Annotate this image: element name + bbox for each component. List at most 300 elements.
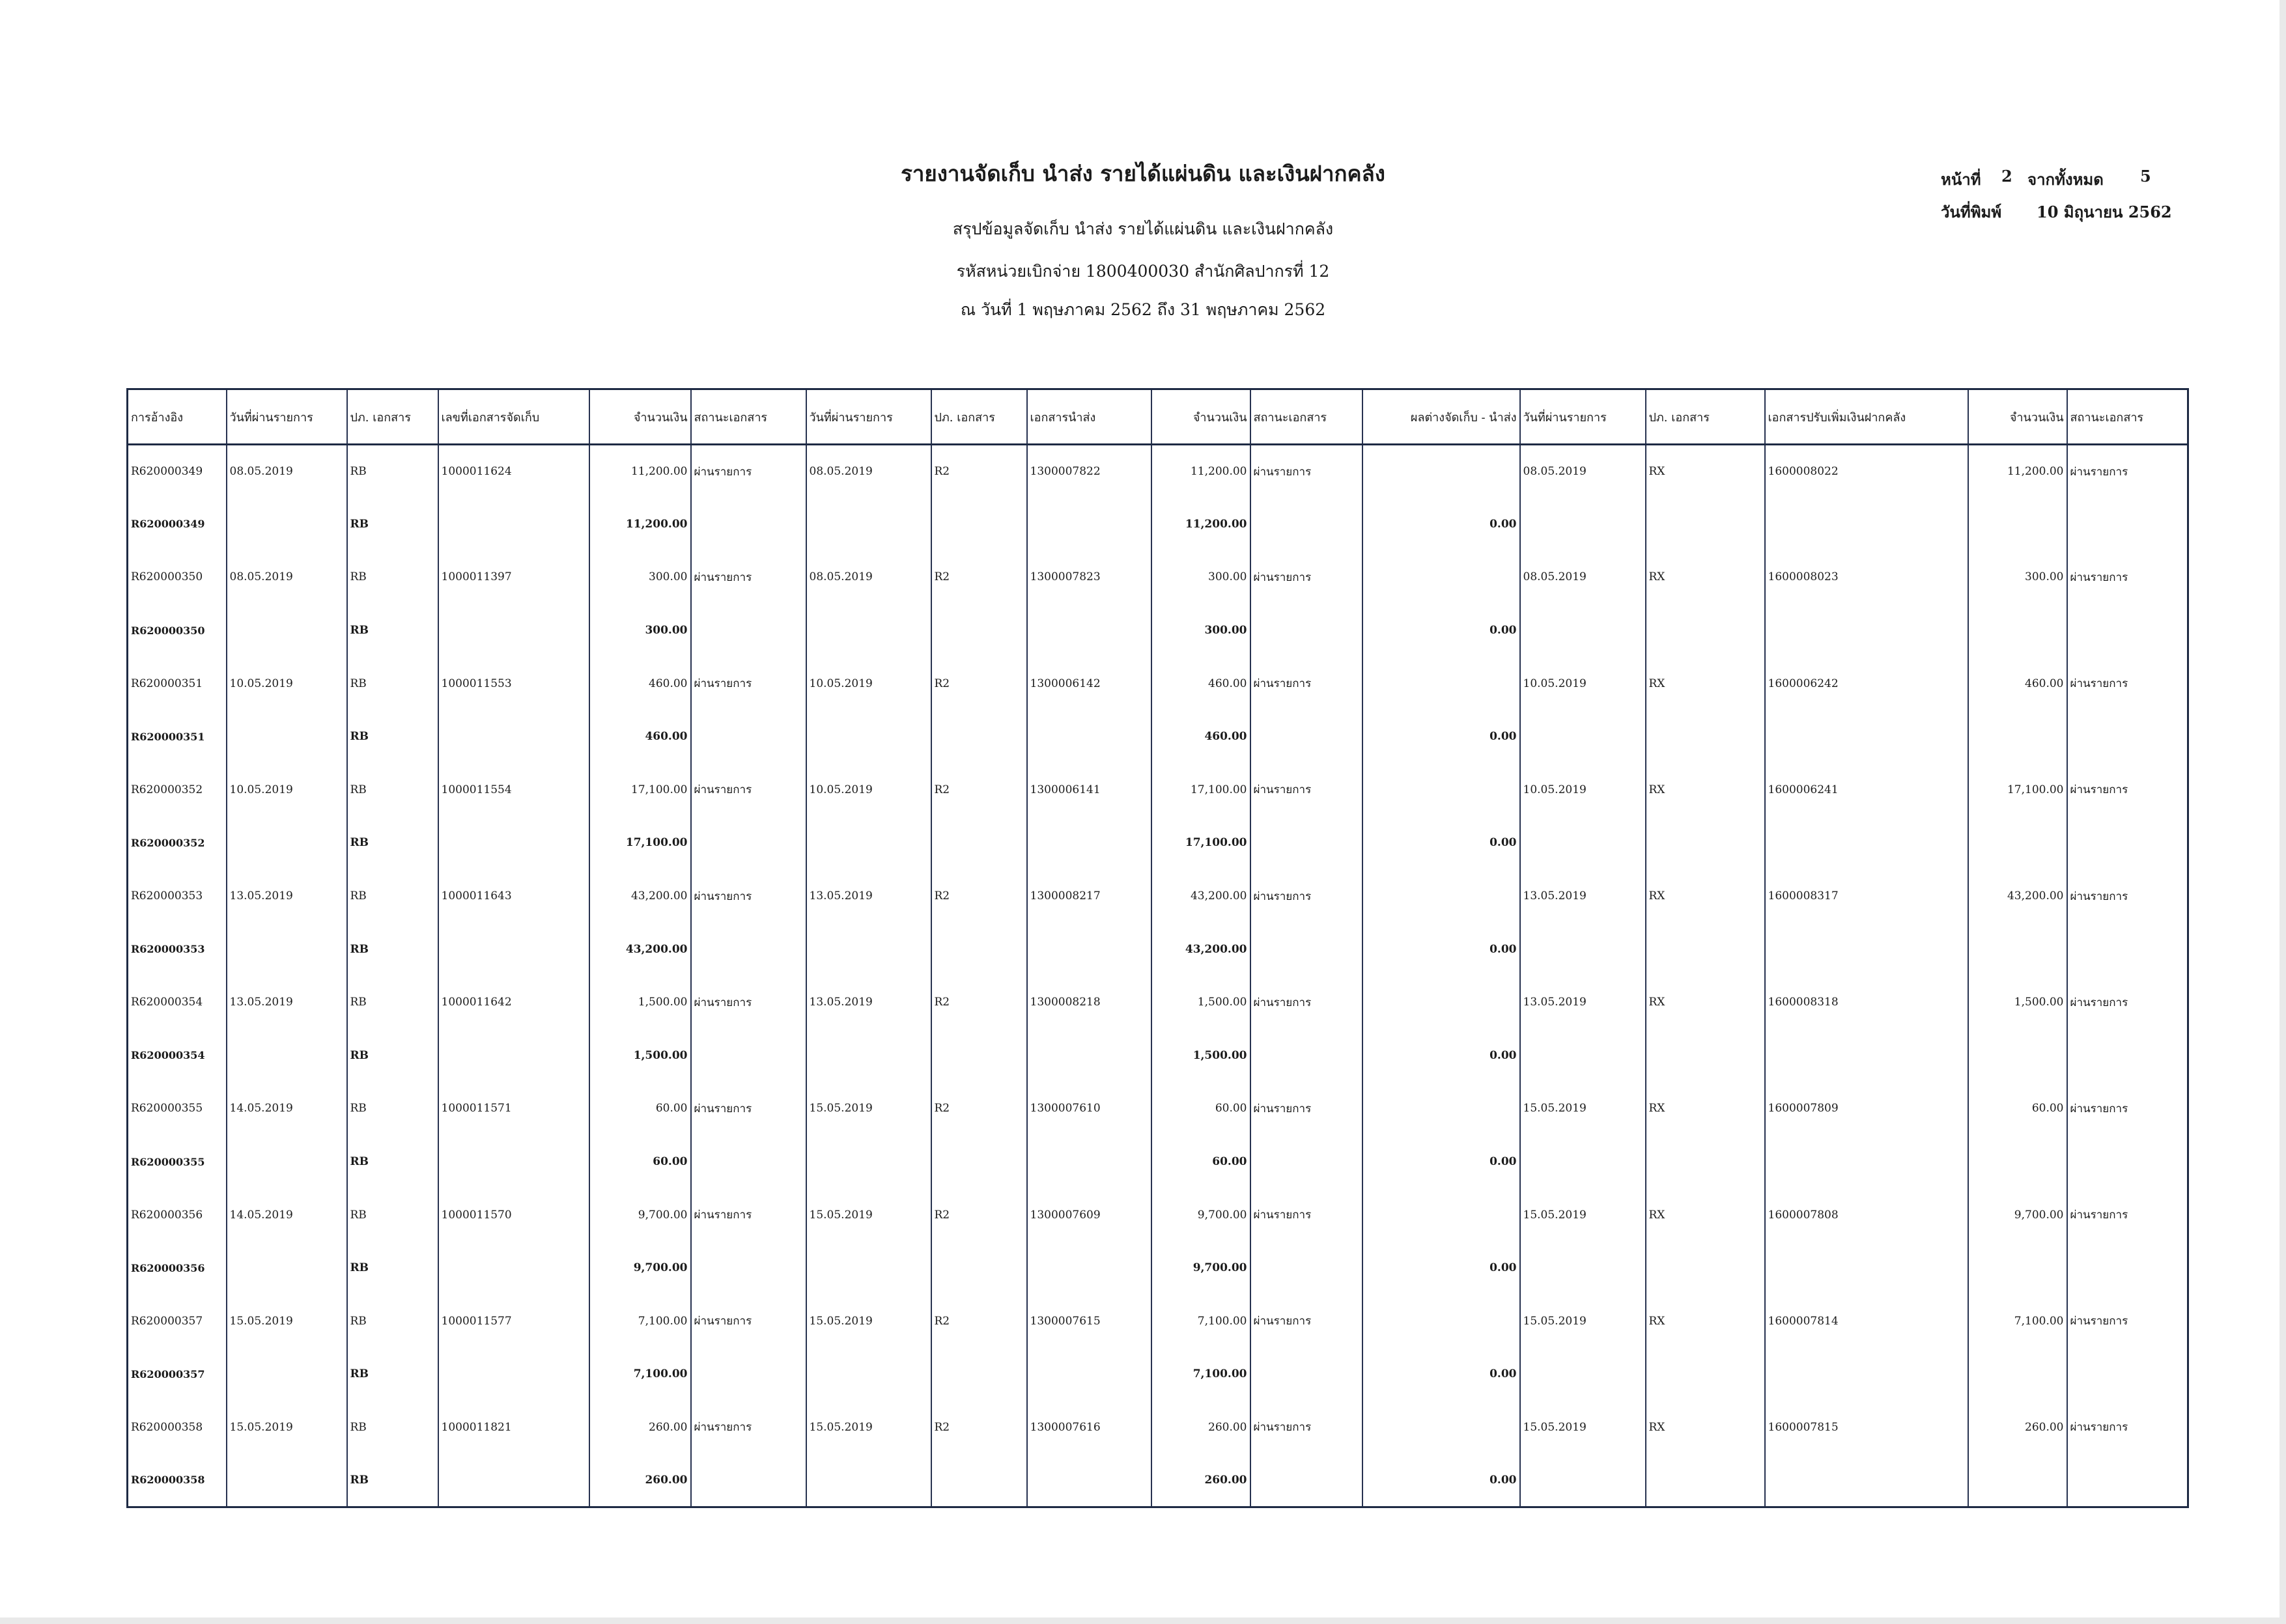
table-cell — [931, 1454, 1027, 1507]
table-cell — [1520, 923, 1646, 976]
table-cell: 08.05.2019 — [227, 445, 347, 498]
col-header: การอ้างอิง — [128, 389, 227, 445]
table-cell: RB — [347, 1241, 438, 1295]
table-cell — [2067, 497, 2188, 551]
table-cell: RB — [347, 1401, 438, 1454]
table-cell: 60.00 — [589, 1082, 691, 1136]
table-cell — [1027, 817, 1151, 870]
table-cell: RB — [347, 1135, 438, 1188]
table-cell — [227, 1241, 347, 1295]
table-cell — [1968, 817, 2067, 870]
table-cell — [691, 923, 806, 976]
table-cell — [1765, 710, 1968, 763]
table-cell — [1520, 817, 1646, 870]
table-cell: RX — [1646, 551, 1765, 604]
table-cell: 0.00 — [1362, 1241, 1520, 1295]
table-cell — [1765, 817, 1968, 870]
table-cell: ผ่านรายการ — [1250, 1188, 1362, 1242]
table-cell: R620000358 — [128, 1454, 227, 1507]
table-cell: 08.05.2019 — [806, 445, 931, 498]
table-cell: 1,500.00 — [1151, 975, 1250, 1029]
table-cell: ผ่านรายการ — [1250, 1295, 1362, 1348]
table-cell: 10.05.2019 — [1520, 763, 1646, 817]
table-cell: 1600007815 — [1765, 1401, 1968, 1454]
table-cell: R620000357 — [128, 1348, 227, 1401]
table-cell: 15.05.2019 — [227, 1401, 347, 1454]
table-cell — [931, 710, 1027, 763]
table-cell: 14.05.2019 — [227, 1082, 347, 1136]
table-cell — [1027, 1135, 1151, 1188]
table-cell: 13.05.2019 — [1520, 869, 1646, 923]
table-cell — [1027, 1454, 1151, 1507]
table-row — [128, 763, 2188, 817]
table-cell: 1000011571 — [438, 1082, 589, 1136]
page-number: 2 — [2001, 167, 2012, 186]
table-cell: 11,200.00 — [589, 497, 691, 551]
table-cell — [227, 1348, 347, 1401]
table-cell: RB — [347, 1348, 438, 1401]
col-header: จำนวนเงิน — [1151, 389, 1250, 445]
table-cell: R620000351 — [128, 710, 227, 763]
table-cell — [1765, 604, 1968, 657]
page-label: หน้าที่ — [1941, 170, 1981, 189]
table-cell: 60.00 — [1968, 1082, 2067, 1136]
table-cell: 15.05.2019 — [1520, 1188, 1646, 1242]
col-header: วันที่ผ่านรายการ — [806, 389, 931, 445]
table-cell — [1646, 1135, 1765, 1188]
table-cell: 9,700.00 — [1151, 1241, 1250, 1295]
table-cell — [438, 497, 589, 551]
table-cell — [806, 1135, 931, 1188]
table-cell: RB — [347, 923, 438, 976]
table-cell: 10.05.2019 — [227, 763, 347, 817]
table-cell: 13.05.2019 — [1520, 975, 1646, 1029]
table-cell — [1968, 1454, 2067, 1507]
col-header: ปภ. เอกสาร — [931, 389, 1027, 445]
table-cell — [1520, 1348, 1646, 1401]
table-cell: 15.05.2019 — [806, 1082, 931, 1136]
table-cell: 260.00 — [1151, 1401, 1250, 1454]
table-cell: RX — [1646, 657, 1765, 710]
table-cell — [1362, 1082, 1520, 1136]
table-cell — [1520, 1029, 1646, 1082]
table-cell: 08.05.2019 — [227, 551, 347, 604]
table-cell: ผ่านรายการ — [691, 869, 806, 923]
table-cell — [227, 923, 347, 976]
table-cell: 0.00 — [1362, 710, 1520, 763]
col-header: สถานะเอกสาร — [2067, 389, 2188, 445]
table-cell — [1362, 657, 1520, 710]
table-cell: 60.00 — [1151, 1082, 1250, 1136]
table-cell — [2067, 1241, 2188, 1295]
table-cell: RB — [347, 1188, 438, 1242]
table-cell — [227, 1029, 347, 1082]
table-cell — [691, 604, 806, 657]
table-cell: RB — [347, 551, 438, 604]
table-cell: 0.00 — [1362, 817, 1520, 870]
table-cell: 1600008317 — [1765, 869, 1968, 923]
table-cell — [1765, 1135, 1968, 1188]
table-cell — [1765, 923, 1968, 976]
table-cell — [1968, 1241, 2067, 1295]
table-cell: R620000355 — [128, 1082, 227, 1136]
table-cell: ผ่านรายการ — [691, 657, 806, 710]
col-header: วันที่ผ่านรายการ — [1520, 389, 1646, 445]
col-header: สถานะเอกสาร — [691, 389, 806, 445]
summary-row — [128, 710, 2188, 763]
table-cell: 17,100.00 — [589, 763, 691, 817]
table-cell: R2 — [931, 869, 1027, 923]
table-cell — [1646, 1029, 1765, 1082]
table-cell: 7,100.00 — [589, 1348, 691, 1401]
table-cell: 460.00 — [589, 657, 691, 710]
col-header: ผลต่างจัดเก็บ - นำส่ง — [1362, 389, 1520, 445]
table-cell: 15.05.2019 — [806, 1401, 931, 1454]
table-cell: RX — [1646, 1401, 1765, 1454]
table-cell: 260.00 — [589, 1401, 691, 1454]
table-cell: RX — [1646, 975, 1765, 1029]
table-cell: 1600006242 — [1765, 657, 1968, 710]
table-cell: 10.05.2019 — [806, 763, 931, 817]
table-cell — [1765, 1454, 1968, 1507]
table-cell — [1250, 604, 1362, 657]
table-cell: 7,100.00 — [1968, 1295, 2067, 1348]
table-cell — [1646, 497, 1765, 551]
table-cell — [2067, 1348, 2188, 1401]
table-cell: R620000352 — [128, 817, 227, 870]
table-cell: 9,700.00 — [589, 1241, 691, 1295]
table-cell: RB — [347, 657, 438, 710]
table-cell — [438, 1348, 589, 1401]
table-cell — [1250, 1348, 1362, 1401]
table-cell — [1027, 710, 1151, 763]
table-cell: 1300007616 — [1027, 1401, 1151, 1454]
table-cell: ผ่านรายการ — [1250, 975, 1362, 1029]
table-cell: 1000011553 — [438, 657, 589, 710]
table-cell: 13.05.2019 — [806, 869, 931, 923]
table-cell — [691, 1135, 806, 1188]
table-cell: R2 — [931, 1082, 1027, 1136]
table-cell — [931, 923, 1027, 976]
summary-row — [128, 1029, 2188, 1082]
table-cell — [1250, 1029, 1362, 1082]
table-cell — [931, 1029, 1027, 1082]
table-cell: 260.00 — [1151, 1454, 1250, 1507]
table-cell — [1250, 923, 1362, 976]
table-cell: 11,200.00 — [1968, 445, 2067, 498]
table-cell — [438, 1029, 589, 1082]
table-cell: R620000351 — [128, 657, 227, 710]
table-cell: RX — [1646, 445, 1765, 498]
table-cell — [806, 1241, 931, 1295]
table-cell: 1600007809 — [1765, 1082, 1968, 1136]
table-cell: 460.00 — [1968, 657, 2067, 710]
table-cell: 300.00 — [589, 604, 691, 657]
table-cell: 1000011570 — [438, 1188, 589, 1242]
table-cell: ผ่านรายการ — [1250, 869, 1362, 923]
table-cell: 0.00 — [1362, 1454, 1520, 1507]
table-cell — [1250, 710, 1362, 763]
summary-row — [128, 817, 2188, 870]
table-cell: 13.05.2019 — [227, 869, 347, 923]
table-cell: RB — [347, 604, 438, 657]
table-cell: 1000011821 — [438, 1401, 589, 1454]
table-cell — [1027, 604, 1151, 657]
table-cell — [1362, 445, 1520, 498]
table-row — [128, 1401, 2188, 1454]
table-cell: 43,200.00 — [589, 923, 691, 976]
table-cell: RX — [1646, 1295, 1765, 1348]
table-cell — [227, 604, 347, 657]
table-cell: RB — [347, 1295, 438, 1348]
table-cell — [1968, 604, 2067, 657]
table-cell: RB — [347, 763, 438, 817]
table-cell — [438, 923, 589, 976]
col-header: จำนวนเงิน — [589, 389, 691, 445]
table-cell: 1,500.00 — [1968, 975, 2067, 1029]
table-cell: ผ่านรายการ — [691, 975, 806, 1029]
table-row — [128, 975, 2188, 1029]
table-cell — [1520, 1135, 1646, 1188]
table-cell: 460.00 — [1151, 710, 1250, 763]
table-cell — [691, 497, 806, 551]
table-cell — [1968, 1029, 2067, 1082]
table-cell: 1,500.00 — [1151, 1029, 1250, 1082]
report-title: รายงานจัดเก็บ นำส่ง รายได้แผ่นดิน และเงินฝากคลัง — [901, 161, 1385, 186]
table-cell: R620000357 — [128, 1295, 227, 1348]
table-body — [128, 445, 2188, 1507]
table-cell: 11,200.00 — [1151, 497, 1250, 551]
table-cell: 1300008217 — [1027, 869, 1151, 923]
table-cell: ผ่านรายการ — [2067, 1295, 2188, 1348]
report-period: ณ วันที่ 1 พฤษภาคม 2562 ถึง 31 พฤษภาคม 2562 — [960, 300, 1326, 319]
table-row — [128, 869, 2188, 923]
table-cell: 1600008318 — [1765, 975, 1968, 1029]
table-cell: R620000352 — [128, 763, 227, 817]
table-row — [128, 657, 2188, 710]
table-cell — [1362, 551, 1520, 604]
total-pages: 5 — [2140, 167, 2151, 186]
table-cell: 08.05.2019 — [806, 551, 931, 604]
table-cell: RB — [347, 1029, 438, 1082]
table-cell — [1362, 763, 1520, 817]
table-cell: 15.05.2019 — [806, 1188, 931, 1242]
col-header: วันที่ผ่านรายการ — [227, 389, 347, 445]
table-cell — [1968, 1135, 2067, 1188]
table-cell — [1520, 604, 1646, 657]
table-cell — [1765, 1241, 1968, 1295]
table-cell: ผ่านรายการ — [1250, 445, 1362, 498]
table-cell — [806, 1029, 931, 1082]
table-cell: 1300007822 — [1027, 445, 1151, 498]
table-cell: 1300007610 — [1027, 1082, 1151, 1136]
table-cell: ผ่านรายการ — [691, 445, 806, 498]
report-table — [126, 388, 2189, 1508]
table-cell — [1362, 1401, 1520, 1454]
table-cell — [931, 817, 1027, 870]
table-cell: R620000353 — [128, 869, 227, 923]
table-cell: ผ่านรายการ — [2067, 657, 2188, 710]
table-cell — [2067, 1135, 2188, 1188]
table-cell — [1968, 1348, 2067, 1401]
table-cell — [438, 710, 589, 763]
table-cell: 0.00 — [1362, 1135, 1520, 1188]
table-cell: 1000011643 — [438, 869, 589, 923]
table-cell: 1300007823 — [1027, 551, 1151, 604]
table-cell: 60.00 — [589, 1135, 691, 1188]
table-cell — [806, 817, 931, 870]
print-date-label: วันที่พิมพ์ — [1941, 203, 2002, 221]
table-cell — [2067, 1454, 2188, 1507]
table-cell — [1646, 710, 1765, 763]
summary-row — [128, 604, 2188, 657]
table-cell: 1000011577 — [438, 1295, 589, 1348]
table-cell: ผ่านรายการ — [1250, 763, 1362, 817]
table-cell: ผ่านรายการ — [2067, 975, 2188, 1029]
col-header: สถานะเอกสาร — [1250, 389, 1362, 445]
table-cell — [438, 1241, 589, 1295]
table-cell: 1600006241 — [1765, 763, 1968, 817]
table-cell — [1250, 817, 1362, 870]
table-cell — [1646, 817, 1765, 870]
table-cell: 17,100.00 — [1968, 763, 2067, 817]
summary-row — [128, 1135, 2188, 1188]
of-label: จากทั้งหมด — [2027, 170, 2104, 189]
table-cell: ผ่านรายการ — [1250, 1401, 1362, 1454]
table-cell: 08.05.2019 — [1520, 445, 1646, 498]
table-cell: RX — [1646, 1188, 1765, 1242]
table-cell — [691, 1454, 806, 1507]
table-cell: 08.05.2019 — [1520, 551, 1646, 604]
table-cell: 15.05.2019 — [227, 1295, 347, 1348]
table-cell: 9,700.00 — [1151, 1188, 1250, 1242]
table-cell — [1250, 497, 1362, 551]
report-subtitle: สรุปข้อมูลจัดเก็บ นำส่ง รายได้แผ่นดิน และเงินฝากคลัง — [952, 219, 1334, 238]
table-cell — [2067, 1029, 2188, 1082]
table-cell: R620000349 — [128, 445, 227, 498]
table-cell — [1968, 497, 2067, 551]
table-cell — [1520, 710, 1646, 763]
table-cell — [1646, 604, 1765, 657]
table-cell: 17,100.00 — [589, 817, 691, 870]
table-cell — [691, 817, 806, 870]
table-cell — [1250, 1241, 1362, 1295]
table-cell: R620000349 — [128, 497, 227, 551]
table-cell — [806, 604, 931, 657]
table-cell: 11,200.00 — [1151, 445, 1250, 498]
table-cell — [1646, 1348, 1765, 1401]
table-cell: 43,200.00 — [1151, 923, 1250, 976]
table-cell — [438, 604, 589, 657]
table-cell — [2067, 604, 2188, 657]
table-cell: R620000350 — [128, 604, 227, 657]
table-cell: R620000353 — [128, 923, 227, 976]
table-cell: ผ่านรายการ — [2067, 551, 2188, 604]
table-cell — [1520, 1241, 1646, 1295]
table-cell: 1000011397 — [438, 551, 589, 604]
table-cell: R2 — [931, 1401, 1027, 1454]
table-cell: 60.00 — [1151, 1135, 1250, 1188]
table-cell — [931, 1135, 1027, 1188]
table-cell — [1765, 1348, 1968, 1401]
summary-row — [128, 1241, 2188, 1295]
table-cell: 1300006141 — [1027, 763, 1151, 817]
table-cell: 9,700.00 — [589, 1188, 691, 1242]
table-cell — [1520, 1454, 1646, 1507]
table-cell — [806, 923, 931, 976]
table-cell — [691, 1348, 806, 1401]
summary-row — [128, 497, 2188, 551]
table-cell: 10.05.2019 — [806, 657, 931, 710]
table-cell: 300.00 — [589, 551, 691, 604]
table-cell: 7,100.00 — [1151, 1295, 1250, 1348]
table-cell: RB — [347, 975, 438, 1029]
table-cell: 1600008022 — [1765, 445, 1968, 498]
table-cell: RB — [347, 710, 438, 763]
table-cell: 1000011554 — [438, 763, 589, 817]
table-cell — [1027, 1029, 1151, 1082]
table-cell — [806, 1348, 931, 1401]
table-cell — [1646, 1454, 1765, 1507]
table-cell: ผ่านรายการ — [691, 1401, 806, 1454]
table-cell: 13.05.2019 — [227, 975, 347, 1029]
table-cell — [1765, 1029, 1968, 1082]
col-header: เอกสารนำส่ง — [1027, 389, 1151, 445]
table-row — [128, 445, 2188, 498]
col-header: ปภ. เอกสาร — [347, 389, 438, 445]
table-cell: R620000356 — [128, 1241, 227, 1295]
table-cell: 9,700.00 — [1968, 1188, 2067, 1242]
table-cell: 11,200.00 — [589, 445, 691, 498]
summary-row — [128, 1348, 2188, 1401]
table-cell: RB — [347, 1082, 438, 1136]
table-cell: R620000356 — [128, 1188, 227, 1242]
table-cell: R2 — [931, 1188, 1027, 1242]
table-cell: ผ่านรายการ — [2067, 1401, 2188, 1454]
table-row — [128, 1082, 2188, 1136]
table-cell: 15.05.2019 — [806, 1295, 931, 1348]
table-cell: 10.05.2019 — [1520, 657, 1646, 710]
table-cell: 260.00 — [1968, 1401, 2067, 1454]
table-cell: 15.05.2019 — [1520, 1082, 1646, 1136]
table-cell: 1600007808 — [1765, 1188, 1968, 1242]
table-cell: 1,500.00 — [589, 1029, 691, 1082]
table-cell: RB — [347, 497, 438, 551]
table-cell: 300.00 — [1151, 551, 1250, 604]
table-cell — [1362, 1295, 1520, 1348]
table-cell — [1362, 869, 1520, 923]
table-cell: 17,100.00 — [1151, 817, 1250, 870]
table-cell: 17,100.00 — [1151, 763, 1250, 817]
table-cell — [2067, 923, 2188, 976]
print-date: 10 มิถุนายน 2562 — [2037, 203, 2172, 221]
table-cell: ผ่านรายการ — [691, 1295, 806, 1348]
disbursement-unit-line: รหัสหน่วยเบิกจ่าย 1800400030 สำนักศิลปากรที่ 12 — [956, 262, 1330, 281]
table-cell — [2067, 817, 2188, 870]
col-header: ปภ. เอกสาร — [1646, 389, 1765, 445]
table-cell — [1968, 710, 2067, 763]
table-cell: 1600007814 — [1765, 1295, 1968, 1348]
table-cell: 15.05.2019 — [1520, 1295, 1646, 1348]
table-cell: ผ่านรายการ — [2067, 1188, 2188, 1242]
table-cell — [1362, 1188, 1520, 1242]
table-cell — [1250, 1135, 1362, 1188]
table-cell — [931, 497, 1027, 551]
summary-row — [128, 1454, 2188, 1507]
summary-row — [128, 923, 2188, 976]
table-cell — [1765, 497, 1968, 551]
table-cell: ผ่านรายการ — [2067, 763, 2188, 817]
